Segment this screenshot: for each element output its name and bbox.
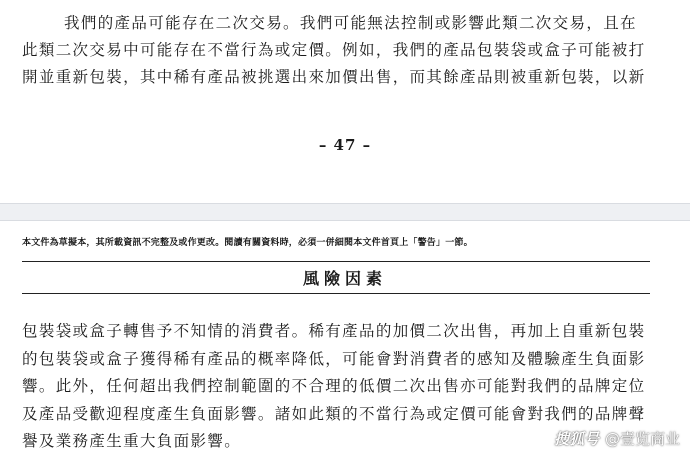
header-rule-top [22, 261, 650, 262]
source-watermark [554, 428, 680, 449]
paragraph-line: 開並重新包裝，其中稀有產品被挑選出來加價出售，而其餘產品則被重新包裝，以新 [22, 68, 646, 86]
paragraph-line: 我們的產品可能存在二次交易。我們可能無法控制或影響此類二次交易，且在 [64, 14, 637, 32]
paragraph-line: 此類二次交易中可能存在不當行為或定價。例如，我們的產品包裝袋或盒子可能被打 [22, 41, 646, 59]
paragraph-line: 響。此外，任何超出我們控制範圍的不合理的低價二次出售亦可能對我們的品牌定位 [22, 377, 646, 396]
paragraph-line: 的包裝袋或盒子獲得稀有產品的概率降低，可能會對消費者的感知及體驗產生負面影 [22, 349, 646, 368]
watermark-account: @壹览商业 [604, 430, 680, 448]
section-title: 風險因素 [302, 269, 387, 288]
body-paragraph-continued [22, 10, 652, 91]
paragraph-line: 包裝袋或盒子轉售予不知情的消費者。稀有產品的加價二次出售，再加上自重新包裝 [22, 322, 646, 340]
document-page-lower [0, 221, 690, 457]
page-number: – 47 – [318, 136, 372, 154]
document-page-upper [0, 0, 690, 203]
paragraph-line: 譽及業務產生重大負面影響。 [22, 432, 242, 451]
draft-disclaimer: 本文件為草擬本，其所載資訊不完整及或作更改。閱讀有關資料時，必須一併細閱本文件首頁上「警告」一節。 [22, 238, 473, 248]
paragraph-line: 及產品受歡迎程度產生負面影響。諸如此類的不當行為或定價可能會對我們的品牌聲 [22, 404, 646, 423]
watermark-brand: 搜狐号 [553, 430, 599, 448]
page-separator [0, 203, 690, 221]
header-rule-bottom [22, 293, 650, 294]
